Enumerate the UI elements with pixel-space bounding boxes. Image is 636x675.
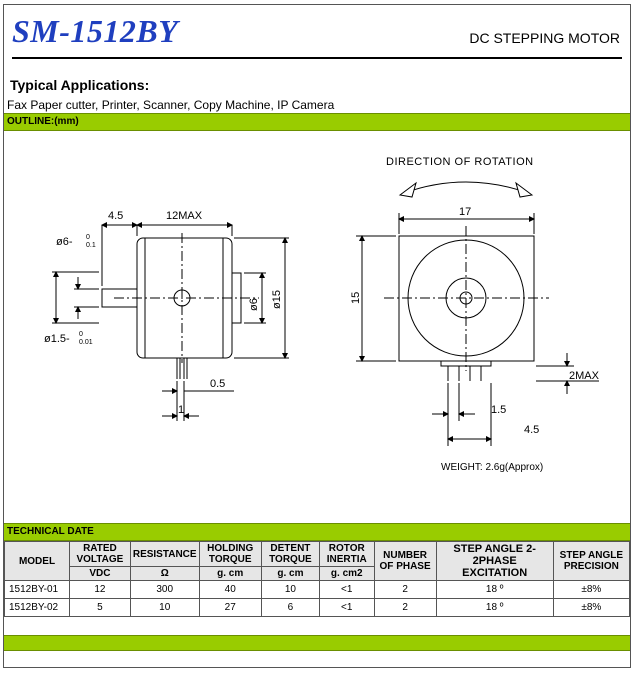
cell-precision: ±8% (553, 599, 629, 617)
dim-1: 1 (178, 404, 185, 416)
cell-detent: 10 (261, 581, 319, 599)
cell-voltage: 12 (70, 581, 131, 599)
th-rotor-inertia: ROTOR INERTIA (319, 542, 374, 567)
dim-d6-shaft: ø6- (56, 236, 73, 248)
cell-model: 1512BY-01 (5, 581, 70, 599)
cell-resistance: 300 (130, 581, 199, 599)
th-number-of-phase: NUMBER OF PHASE (374, 542, 436, 581)
dim-d1-5: ø1.5- (44, 333, 70, 345)
dim-2max: 2MAX (569, 370, 599, 382)
cell-phase: 2 (374, 581, 436, 599)
cell-inertia: <1 (319, 599, 374, 617)
side-view (52, 225, 289, 421)
cell-step: 18 º (436, 581, 553, 599)
dim-4-5-front: 4.5 (524, 424, 540, 436)
unit-detent: g. cm (261, 567, 319, 581)
header-rule (12, 57, 622, 59)
dim-d1-5-tol-bot: 0.01 (79, 339, 93, 346)
dim-d1-5-tol-top: 0 (79, 331, 83, 338)
datasheet-frame (3, 4, 631, 668)
th-detent-torque: DETENT TORQUE (261, 542, 319, 567)
unit-resistance: Ω (130, 567, 199, 581)
unit-inertia: g. cm2 (319, 567, 374, 581)
dim-17: 17 (459, 206, 472, 218)
cell-inertia: <1 (319, 581, 374, 599)
th-step-angle: STEP ANGLE 2-2PHASE EXCITATION (436, 542, 553, 581)
th-resistance: RESISTANCE (130, 542, 199, 567)
technical-table (4, 541, 630, 617)
footer-bar (4, 635, 630, 651)
cell-model: 1512BY-02 (5, 599, 70, 617)
cell-resistance: 10 (130, 599, 199, 617)
cell-phase: 2 (374, 599, 436, 617)
dim-d15-side: ø15 (271, 290, 283, 309)
dim-d6-side: ø6 (248, 298, 260, 311)
applications-heading: Typical Applications: (10, 77, 150, 93)
th-holding-torque: HOLDING TORQUE (199, 542, 261, 567)
dim-1-5-front: 1.5 (491, 404, 507, 416)
dim-0-5: 0.5 (210, 378, 226, 390)
applications-text: Fax Paper cutter, Printer, Scanner, Copy Machine, IP Camera (7, 98, 335, 112)
dim-15-front: 15 (350, 291, 362, 304)
th-step-precision: STEP ANGLE PRECISION (553, 542, 629, 581)
table-row (5, 581, 630, 599)
th-model: MODEL (5, 542, 70, 581)
table-row (5, 599, 630, 617)
cell-detent: 6 (261, 599, 319, 617)
rotation-label: DIRECTION OF ROTATION (386, 156, 534, 168)
weight-label: WEIGHT: 2.6g(Approx) (441, 462, 544, 473)
cell-voltage: 5 (70, 599, 131, 617)
th-rated-voltage: RATED VOLTAGE (70, 542, 131, 567)
unit-holding: g. cm (199, 567, 261, 581)
technical-bar: TECHNICAL DATE (4, 523, 630, 541)
dim-4-5-top: 4.5 (108, 210, 124, 222)
model-title: SM-1512BY (12, 13, 179, 49)
cell-step: 18 º (436, 599, 553, 617)
cell-holding: 27 (199, 599, 261, 617)
dim-d6-tol-bot: 0.1 (86, 242, 96, 249)
cell-holding: 40 (199, 581, 261, 599)
outline-bar: OUTLINE:(mm) (4, 113, 630, 131)
dim-d6-tol-top: 0 (86, 234, 90, 241)
dim-12max: 12MAX (166, 210, 203, 222)
product-subtitle: DC STEPPING MOTOR (469, 30, 620, 46)
unit-voltage: VDC (70, 567, 131, 581)
cell-precision: ±8% (553, 581, 629, 599)
front-view (356, 182, 599, 446)
